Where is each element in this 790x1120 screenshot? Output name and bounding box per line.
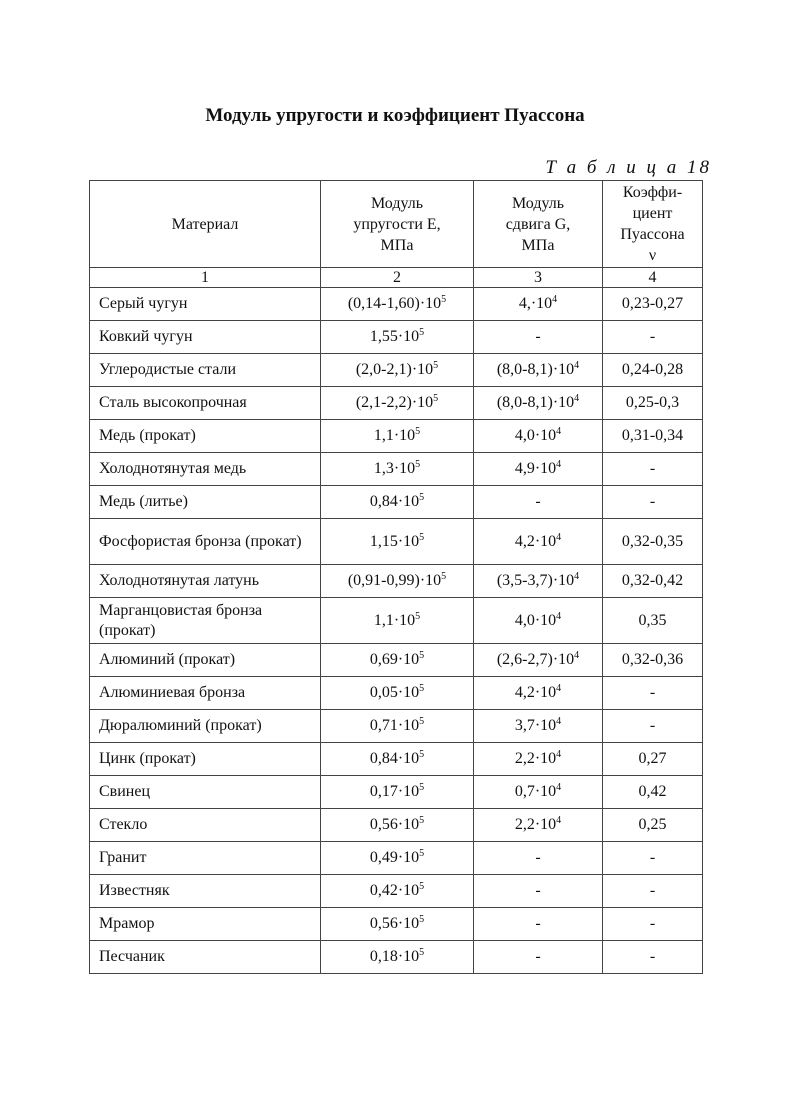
poisson-ratio-cell: - <box>603 842 703 875</box>
table-row <box>90 677 703 710</box>
column-number: 3 <box>474 268 603 288</box>
exponent: 4 <box>574 650 580 661</box>
table-row <box>90 908 703 941</box>
exponent: 5 <box>415 426 421 437</box>
material-cell: Дюралюминий (прокат) <box>90 710 321 743</box>
table-row <box>90 842 703 875</box>
material-cell: Песчаник <box>90 941 321 974</box>
exponent: 5 <box>415 459 421 470</box>
value-text: 4,0·10 <box>514 427 557 444</box>
exponent: 4 <box>574 393 580 404</box>
exponent: 5 <box>419 782 425 793</box>
table-row <box>90 486 703 519</box>
value-text: 0,7·10 <box>514 783 557 800</box>
column-number: 2 <box>321 268 474 288</box>
material-cell: Сталь высокопрочная <box>90 387 321 420</box>
elastic-modulus-cell <box>321 842 474 875</box>
exponent: 4 <box>556 683 562 694</box>
shear-modulus-cell <box>474 776 603 809</box>
poisson-ratio-cell: 0,42 <box>603 776 703 809</box>
exponent: 4 <box>552 294 558 305</box>
shear-modulus-cell <box>474 519 603 565</box>
table-row <box>90 288 703 321</box>
poisson-ratio-cell: - <box>603 321 703 354</box>
page-title: Модуль упругости и коэффициент Пуассона <box>205 105 585 126</box>
material-cell: Фосфористая бронза (прокат) <box>90 519 321 565</box>
shear-modulus-cell <box>474 710 603 743</box>
header-poisson-ratio: Коэффи- циент Пуассона ν <box>603 181 703 268</box>
poisson-ratio-cell: 0,23-0,27 <box>603 288 703 321</box>
exponent: 4 <box>574 571 580 582</box>
value-text: 4,2·10 <box>514 532 557 550</box>
material-cell: Известняк <box>90 875 321 908</box>
table-row <box>90 644 703 677</box>
material-cell: Серый чугун <box>90 288 321 321</box>
shear-modulus-cell <box>474 420 603 453</box>
value-text: - <box>535 493 541 510</box>
properties-table <box>89 180 703 974</box>
exponent: 4 <box>556 426 562 437</box>
elastic-modulus-cell <box>321 486 474 519</box>
material-cell: Холоднотянутая медь <box>90 453 321 486</box>
elastic-modulus-cell <box>321 321 474 354</box>
header-row <box>90 181 703 268</box>
material-cell: Холоднотянутая латунь <box>90 565 321 598</box>
column-number-row <box>90 268 703 288</box>
poisson-ratio-cell: - <box>603 710 703 743</box>
shear-modulus-cell <box>474 743 603 776</box>
elastic-modulus-cell <box>321 776 474 809</box>
elastic-modulus-cell <box>321 875 474 908</box>
value-text: - <box>535 849 541 866</box>
value-text: 2,2·10 <box>514 816 557 833</box>
shear-modulus-cell <box>474 598 603 644</box>
value-text: 0,49·10 <box>369 849 420 866</box>
shear-modulus-cell <box>474 677 603 710</box>
header-material: Материал <box>90 181 321 268</box>
value-text: 0,69·10 <box>369 651 420 668</box>
exponent: 4 <box>556 610 562 622</box>
material-cell: Марганцовистая бронза (прокат) <box>90 598 321 644</box>
exponent: 5 <box>441 571 447 582</box>
poisson-ratio-cell: 0,31-0,34 <box>603 420 703 453</box>
value-text: 1,55·10 <box>369 328 420 345</box>
poisson-ratio-cell: 0,24-0,28 <box>603 354 703 387</box>
column-number: 4 <box>603 268 703 288</box>
poisson-ratio-cell: 0,32-0,36 <box>603 644 703 677</box>
elastic-modulus-cell <box>321 644 474 677</box>
material-cell: Углеродистые стали <box>90 354 321 387</box>
elastic-modulus-cell <box>321 743 474 776</box>
table-row <box>90 519 703 565</box>
poisson-ratio-cell: - <box>603 941 703 974</box>
exponent: 4 <box>556 531 562 543</box>
exponent: 5 <box>433 393 439 404</box>
table-row <box>90 598 703 644</box>
value-text: 0,05·10 <box>369 684 420 701</box>
poisson-ratio-cell: 0,25-0,3 <box>603 387 703 420</box>
poisson-ratio-cell: - <box>603 875 703 908</box>
material-cell: Медь (прокат) <box>90 420 321 453</box>
exponent: 5 <box>419 947 425 958</box>
exponent: 5 <box>419 815 425 826</box>
header-shear-modulus: Модуль сдвига G, МПа <box>474 181 603 268</box>
poisson-ratio-cell: - <box>603 677 703 710</box>
elastic-modulus-cell <box>321 565 474 598</box>
shear-modulus-cell <box>474 875 603 908</box>
value-text: 4,2·10 <box>514 684 557 701</box>
value-text: 1,1·10 <box>373 611 416 629</box>
table-row <box>90 743 703 776</box>
exponent: 5 <box>419 492 425 503</box>
shear-modulus-cell <box>474 941 603 974</box>
shear-modulus-cell <box>474 644 603 677</box>
value-text: (0,91-0,99)·10 <box>347 572 442 589</box>
exponent: 5 <box>419 531 425 543</box>
poisson-ratio-cell: 0,32-0,35 <box>603 519 703 565</box>
elastic-modulus-cell <box>321 809 474 842</box>
value-text: 0,42·10 <box>369 882 420 899</box>
poisson-ratio-cell: - <box>603 486 703 519</box>
value-text: (3,5-3,7)·10 <box>496 572 575 589</box>
value-text: (0,14-1,60)·10 <box>347 295 442 312</box>
table-row <box>90 321 703 354</box>
shear-modulus-cell <box>474 354 603 387</box>
table-row <box>90 809 703 842</box>
exponent: 4 <box>556 459 562 470</box>
value-text: 1,15·10 <box>369 532 420 550</box>
material-cell: Цинк (прокат) <box>90 743 321 776</box>
elastic-modulus-cell <box>321 677 474 710</box>
header-elastic-modulus: Модуль упругости E, МПа <box>321 181 474 268</box>
value-text: - <box>535 328 541 345</box>
shear-modulus-cell <box>474 842 603 875</box>
value-text: 1,3·10 <box>373 460 416 477</box>
value-text: - <box>535 915 541 932</box>
elastic-modulus-cell <box>321 354 474 387</box>
table-row <box>90 565 703 598</box>
material-cell: Ковкий чугун <box>90 321 321 354</box>
table-row <box>90 420 703 453</box>
value-text: 4,0·10 <box>514 611 557 629</box>
elastic-modulus-cell <box>321 710 474 743</box>
shear-modulus-cell <box>474 387 603 420</box>
value-text: - <box>535 948 541 965</box>
poisson-ratio-cell: - <box>603 908 703 941</box>
value-text: 0,56·10 <box>369 816 420 833</box>
exponent: 4 <box>556 749 562 760</box>
value-text: 0,84·10 <box>369 750 420 767</box>
exponent: 5 <box>415 610 421 622</box>
poisson-ratio-cell: 0,25 <box>603 809 703 842</box>
poisson-ratio-cell: 0,27 <box>603 743 703 776</box>
value-text: 0,71·10 <box>369 717 420 734</box>
value-text: (8,0-8,1)·10 <box>496 394 575 411</box>
shear-modulus-cell <box>474 565 603 598</box>
value-text: (8,0-8,1)·10 <box>496 361 575 378</box>
poisson-ratio-cell: 0,32-0,42 <box>603 565 703 598</box>
table-row <box>90 387 703 420</box>
exponent: 4 <box>556 716 562 727</box>
material-cell: Алюминий (прокат) <box>90 644 321 677</box>
shear-modulus-cell <box>474 486 603 519</box>
shear-modulus-cell <box>474 453 603 486</box>
value-text: 0,18·10 <box>369 948 420 965</box>
table-row <box>90 941 703 974</box>
value-text: 0,56·10 <box>369 915 420 932</box>
table-row <box>90 875 703 908</box>
value-text: 2,2·10 <box>514 750 557 767</box>
shear-modulus-cell <box>474 908 603 941</box>
exponent: 5 <box>419 716 425 727</box>
exponent: 5 <box>419 881 425 892</box>
table-label: Т а б л и ц а 18 <box>545 157 712 178</box>
exponent: 4 <box>574 360 580 371</box>
table-row <box>90 710 703 743</box>
exponent: 5 <box>419 749 425 760</box>
elastic-modulus-cell <box>321 519 474 565</box>
elastic-modulus-cell <box>321 288 474 321</box>
shear-modulus-cell <box>474 809 603 842</box>
poisson-ratio-cell: - <box>603 453 703 486</box>
exponent: 5 <box>419 683 425 694</box>
elastic-modulus-cell <box>321 598 474 644</box>
exponent: 5 <box>419 650 425 661</box>
exponent: 5 <box>433 360 439 371</box>
table-row <box>90 453 703 486</box>
poisson-ratio-cell: 0,35 <box>603 598 703 644</box>
value-text: 4,·10 <box>518 295 553 312</box>
material-cell: Гранит <box>90 842 321 875</box>
value-text: 1,1·10 <box>373 427 416 444</box>
table-row <box>90 354 703 387</box>
value-text: 3,7·10 <box>514 717 557 734</box>
exponent: 4 <box>556 782 562 793</box>
material-cell: Алюминиевая бронза <box>90 677 321 710</box>
value-text: (2,0-2,1)·10 <box>355 361 434 378</box>
value-text: 0,84·10 <box>369 493 420 510</box>
elastic-modulus-cell <box>321 453 474 486</box>
elastic-modulus-cell <box>321 387 474 420</box>
elastic-modulus-cell <box>321 941 474 974</box>
elastic-modulus-cell <box>321 420 474 453</box>
exponent: 5 <box>441 294 447 305</box>
value-text: 0,17·10 <box>369 783 420 800</box>
table-row <box>90 776 703 809</box>
value-text: (2,1-2,2)·10 <box>355 394 434 411</box>
value-text: (2,6-2,7)·10 <box>496 651 575 668</box>
shear-modulus-cell <box>474 288 603 321</box>
column-number: 1 <box>90 268 321 288</box>
material-cell: Медь (литье) <box>90 486 321 519</box>
exponent: 4 <box>556 815 562 826</box>
exponent: 5 <box>419 327 425 338</box>
elastic-modulus-cell <box>321 908 474 941</box>
shear-modulus-cell <box>474 321 603 354</box>
material-cell: Свинец <box>90 776 321 809</box>
value-text: - <box>535 882 541 899</box>
material-cell: Стекло <box>90 809 321 842</box>
exponent: 5 <box>419 848 425 859</box>
value-text: 4,9·10 <box>514 460 557 477</box>
material-cell: Мрамор <box>90 908 321 941</box>
exponent: 5 <box>419 914 425 925</box>
